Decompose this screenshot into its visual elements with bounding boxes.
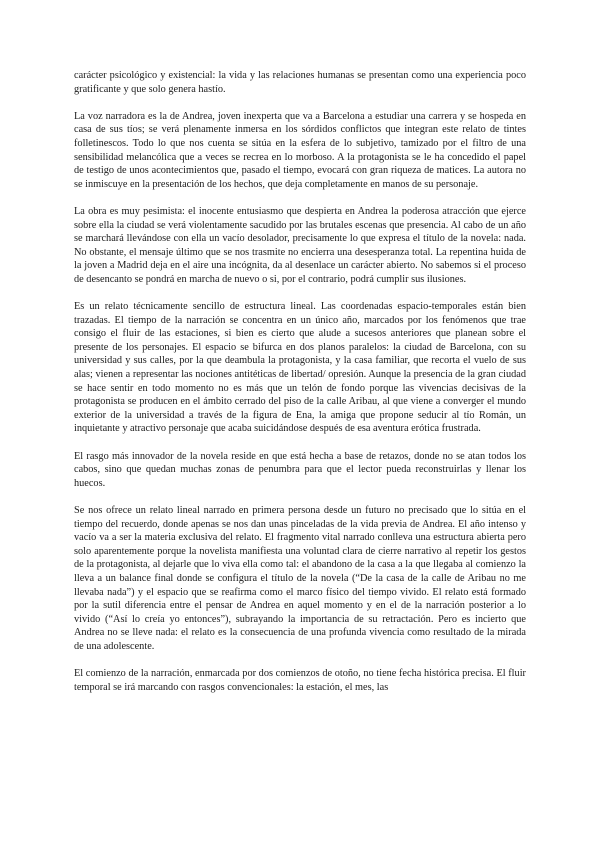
paragraph: carácter psicológico y existencial: la vida y las relaciones humanas se presentan como una experiencia poco gratificante y que solo genera hastío. — [74, 70, 526, 95]
paragraph: El rasgo más innovador de la novela reside en que está hecha a base de retazos, donde no se atan todos los cabos, sino que quedan muchas zonas de penumbra para que el lector pueda reconstruirlas y llenar los huecos. — [74, 450, 526, 489]
paragraph: La obra es muy pesimista: el inocente entusiasmo que despierta en Andrea la poderosa atracción que ejerce sobre ella la ciudad se verá violentamente sacudido por las brutales escenas que presencia. Al cabo de un año se marchará llevándose con ella un vacío desolador, precisamente lo que expresa el título de la novela: nada. No obstante, el mensaje último que se nos trasmite no encierra una desesperanza total. La repentina huida de la joven a Madrid deja en el aire una incógnita, da al desenlace un carácter abierto. No sabemos si el proceso de desencanto se pondrá en marcha de nuevo o si, por el contrario, podrá cumplir sus ilusiones. — [74, 205, 526, 285]
paragraph: La voz narradora es la de Andrea, joven inexperta que va a Barcelona a estudiar una carrera y se hospeda en casa de sus tíos; se verá plenamente inmersa en los sórdidos conflictos que integran este relato de tintes folletinescos. Todo lo que nos cuenta se sitúa en la esfera de lo subjetivo, tamizado por el filtro de una sensibilidad melancólica que a veces se recrea en lo morboso. A la protagonista se le ha concedido el papel de testigo de unos acontecimientos que, pasado el tiempo, evocará con gran riqueza de matices. La autora no se inmiscuye en la presentación de los hechos, que deja completamente en manos de su personaje. — [74, 110, 526, 190]
document-page — [74, 69, 526, 694]
paragraph: El comienzo de la narración, enmarcada por dos comienzos de otoño, no tiene fecha histórica precisa. El fluir temporal se irá marcando con rasgos convencionales: la estación, el mes, las — [74, 668, 526, 693]
paragraph: Se nos ofrece un relato lineal narrado en primera persona desde un futuro no precisado que lo sitúa en el tiempo del recuerdo, donde apenas se nos dan unas pinceladas de la vida previa de Andrea. El año intenso y vacío va a ser la materia exclusiva del relato. El fragmento vital narrado conlleva una estructura abierta pero solo aparentemente porque la novelista manifiesta una voluntad clara de cierre narrativo al repetir los gestos de la protagonista, al dejarle que lo viva ella como tal: el abandono de la casa a la que llegaba al comienzo la lleva a un balance final donde se configura el título de la novela (“De la casa de la calle de Aribau no me llevaba nada”) y el espacio que se reafirma como el marco físico del tiempo vivido. El relato está formado por la sutil diferencia entre el pensar de Andrea en aquel momento y en el de la narración posterior a lo vivido (“Así lo creía yo entonces”), subrayando la importancia de su retractación. Pero es incierto que Andrea no se lleve nada: el relato es la consecuencia de una profunda vivencia como resultado de la mirada de una adolescente. — [74, 505, 526, 652]
paragraph: Es un relato técnicamente sencillo de estructura lineal. Las coordenadas espacio-temporales están bien trazadas. El tiempo de la narración se concentra en un único año, marcados por los fenómenos que trae consigo el fluir de las estaciones, si bien es cierto que alude a sucesos anteriores que planean sobre el presente de los personajes. El espacio se bifurca en dos planos paralelos: la ciudad de Barcelona, con su universidad y sus calles, por la que deambula la protagonista, y la casa familiar, que recorta el vuelo de sus alas; vienen a representar las nociones antitéticas de libertad/ opresión. Aunque la presencia de la gran ciudad se hace sentir en todo momento no es más que un telón de fondo porque las vivencias decisivas de la protagonista se producen en el ámbito cerrado del piso de la calle Aribau, al que viene a converger el mundo exterior de la universidad a través de la figura de Ena, la amiga que propone seducir al tío Román, un inquietante y atractivo personaje que acaba suicidándose después de esa aventura erótica frustrada. — [74, 301, 526, 435]
